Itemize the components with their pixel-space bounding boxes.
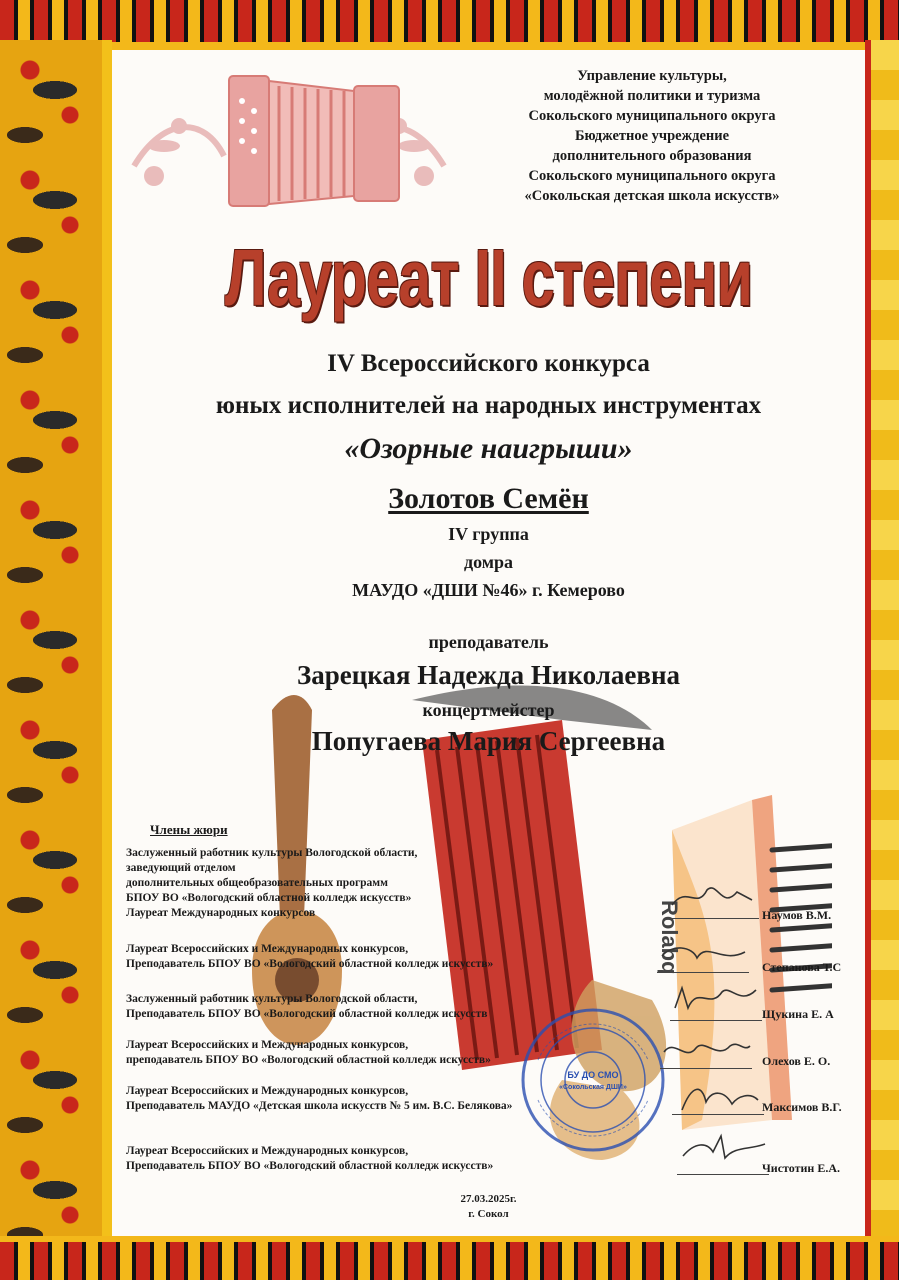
official-stamp xyxy=(518,1005,668,1155)
credential-line: преподаватель БПОУ ВО «Вологодский областной колледж искусств» xyxy=(126,1054,491,1066)
contest-line-2: юных исполнителей на народных инструментах xyxy=(215,392,762,419)
credential-line: Лауреат Международных конкурсов xyxy=(126,907,316,919)
credential-line: Лауреат Всероссийских и Международных конкурсов, xyxy=(126,943,409,955)
signature-image xyxy=(670,980,762,1014)
org-line: дополнительного образования xyxy=(552,148,752,164)
contest-name: «Озорные наигрыши» xyxy=(344,432,633,465)
left-floral-ornament xyxy=(0,40,112,1240)
org-line: молодёжной политики и туризма xyxy=(543,88,761,104)
issue-date-block xyxy=(112,1192,865,1222)
signature-image xyxy=(667,880,759,914)
credential-line: Заслуженный работник культуры Вологодской области, xyxy=(126,993,418,1005)
stamp-line-2: «Сокольская ДШИ» xyxy=(559,1084,627,1091)
jury-member-name: Щукина Е. А xyxy=(762,1007,834,1021)
credential-line: Преподаватель БПОУ ВО «Вологодский областной колледж искусств xyxy=(126,1008,488,1020)
balalaika-label-text: Rolabq xyxy=(657,900,682,975)
signature-line xyxy=(660,1068,752,1069)
credential-line: Преподаватель МАУДО «Детская школа искусств № 5 им. В.С. Белякова» xyxy=(126,1100,513,1112)
award-title: Лауреат II степени xyxy=(224,233,753,322)
issue-city: г. Сокол xyxy=(468,1208,509,1220)
signature-line xyxy=(667,918,759,919)
signature-line xyxy=(670,1020,762,1021)
jury-member-name: Степанова Т.С xyxy=(762,960,842,974)
participant-school: МАУДО «ДШИ №46» г. Кемерово xyxy=(352,580,625,600)
signature-line xyxy=(657,972,749,973)
org-line: Бюджетное учреждение xyxy=(574,128,730,144)
jury-member-credentials xyxy=(126,1144,596,1174)
signature-line xyxy=(672,1114,764,1115)
accompanist-name: Попугаева Мария Сергеевна xyxy=(311,726,666,756)
credential-line: дополнительных общеобразовательных программ xyxy=(126,877,388,889)
credential-line: заведующий отделом xyxy=(126,862,236,874)
org-line: Сокольского муниципального округа xyxy=(528,168,776,184)
certificate-paper xyxy=(112,50,865,1236)
signature-line xyxy=(677,1174,769,1175)
credential-line: Преподаватель БПОУ ВО «Вологодский областной колледж искусств» xyxy=(126,1160,494,1172)
credential-line: Лауреат Всероссийских и Международных конкурсов, xyxy=(126,1085,409,1097)
jury-member-name: Чистотин Е.А. xyxy=(762,1161,841,1175)
participant-group: IV группа xyxy=(448,524,529,544)
signature-image xyxy=(677,1132,769,1166)
participant-name xyxy=(112,482,865,516)
org-line: «Сокольская детская школа искусств» xyxy=(524,188,780,204)
signature-image xyxy=(660,1032,752,1066)
signature-image xyxy=(657,936,749,970)
credential-line: Лауреат Всероссийских и Международных конкурсов, xyxy=(126,1145,409,1157)
bottom-ornament-border xyxy=(0,1236,899,1280)
org-line: Управление культуры, xyxy=(577,68,727,84)
contest-line-1: IV Всероссийского конкурса xyxy=(327,350,650,377)
jury-member-credentials xyxy=(126,1084,596,1114)
participant-name-text: Золотов Семён xyxy=(388,482,589,515)
credential-line: БПОУ ВО «Вологодский областной колледж искусств» xyxy=(126,892,412,904)
jury-member-name: Максимов В.Г. xyxy=(762,1100,842,1114)
accordion-ornament-image xyxy=(124,56,454,226)
jury-title: Члены жюри xyxy=(150,822,228,837)
organization-header xyxy=(452,66,852,206)
signature-image xyxy=(672,1080,764,1114)
teacher-label: преподаватель xyxy=(428,632,549,652)
jury-member-name: Наумов В.М. xyxy=(762,908,832,922)
right-ornament-border xyxy=(865,40,899,1240)
credential-line: Преподаватель БПОУ ВО «Вологодский областной колледж искусств» xyxy=(126,958,494,970)
stamp-line-1: БУ ДО СМО xyxy=(567,1070,619,1080)
jury-member-credentials xyxy=(126,1038,596,1068)
jury-member-credentials xyxy=(126,992,596,1022)
teacher-name: Зарецкая Надежда Николаевна xyxy=(296,660,681,690)
jury-member-name: Олехов Е. О. xyxy=(762,1054,831,1068)
jury-member-credentials xyxy=(126,942,596,972)
issue-date: 27.03.2025г. xyxy=(460,1193,517,1205)
accompanist-label: концертмейстер xyxy=(422,700,555,720)
credential-line: Лауреат Всероссийских и Международных конкурсов, xyxy=(126,1039,409,1051)
org-line: Сокольского муниципального округа xyxy=(528,108,776,124)
top-ornament-border xyxy=(0,0,899,50)
credential-line: Заслуженный работник культуры Вологодской области, xyxy=(126,847,418,859)
jury-member-credentials xyxy=(126,846,596,921)
participant-instrument: домра xyxy=(463,552,514,572)
